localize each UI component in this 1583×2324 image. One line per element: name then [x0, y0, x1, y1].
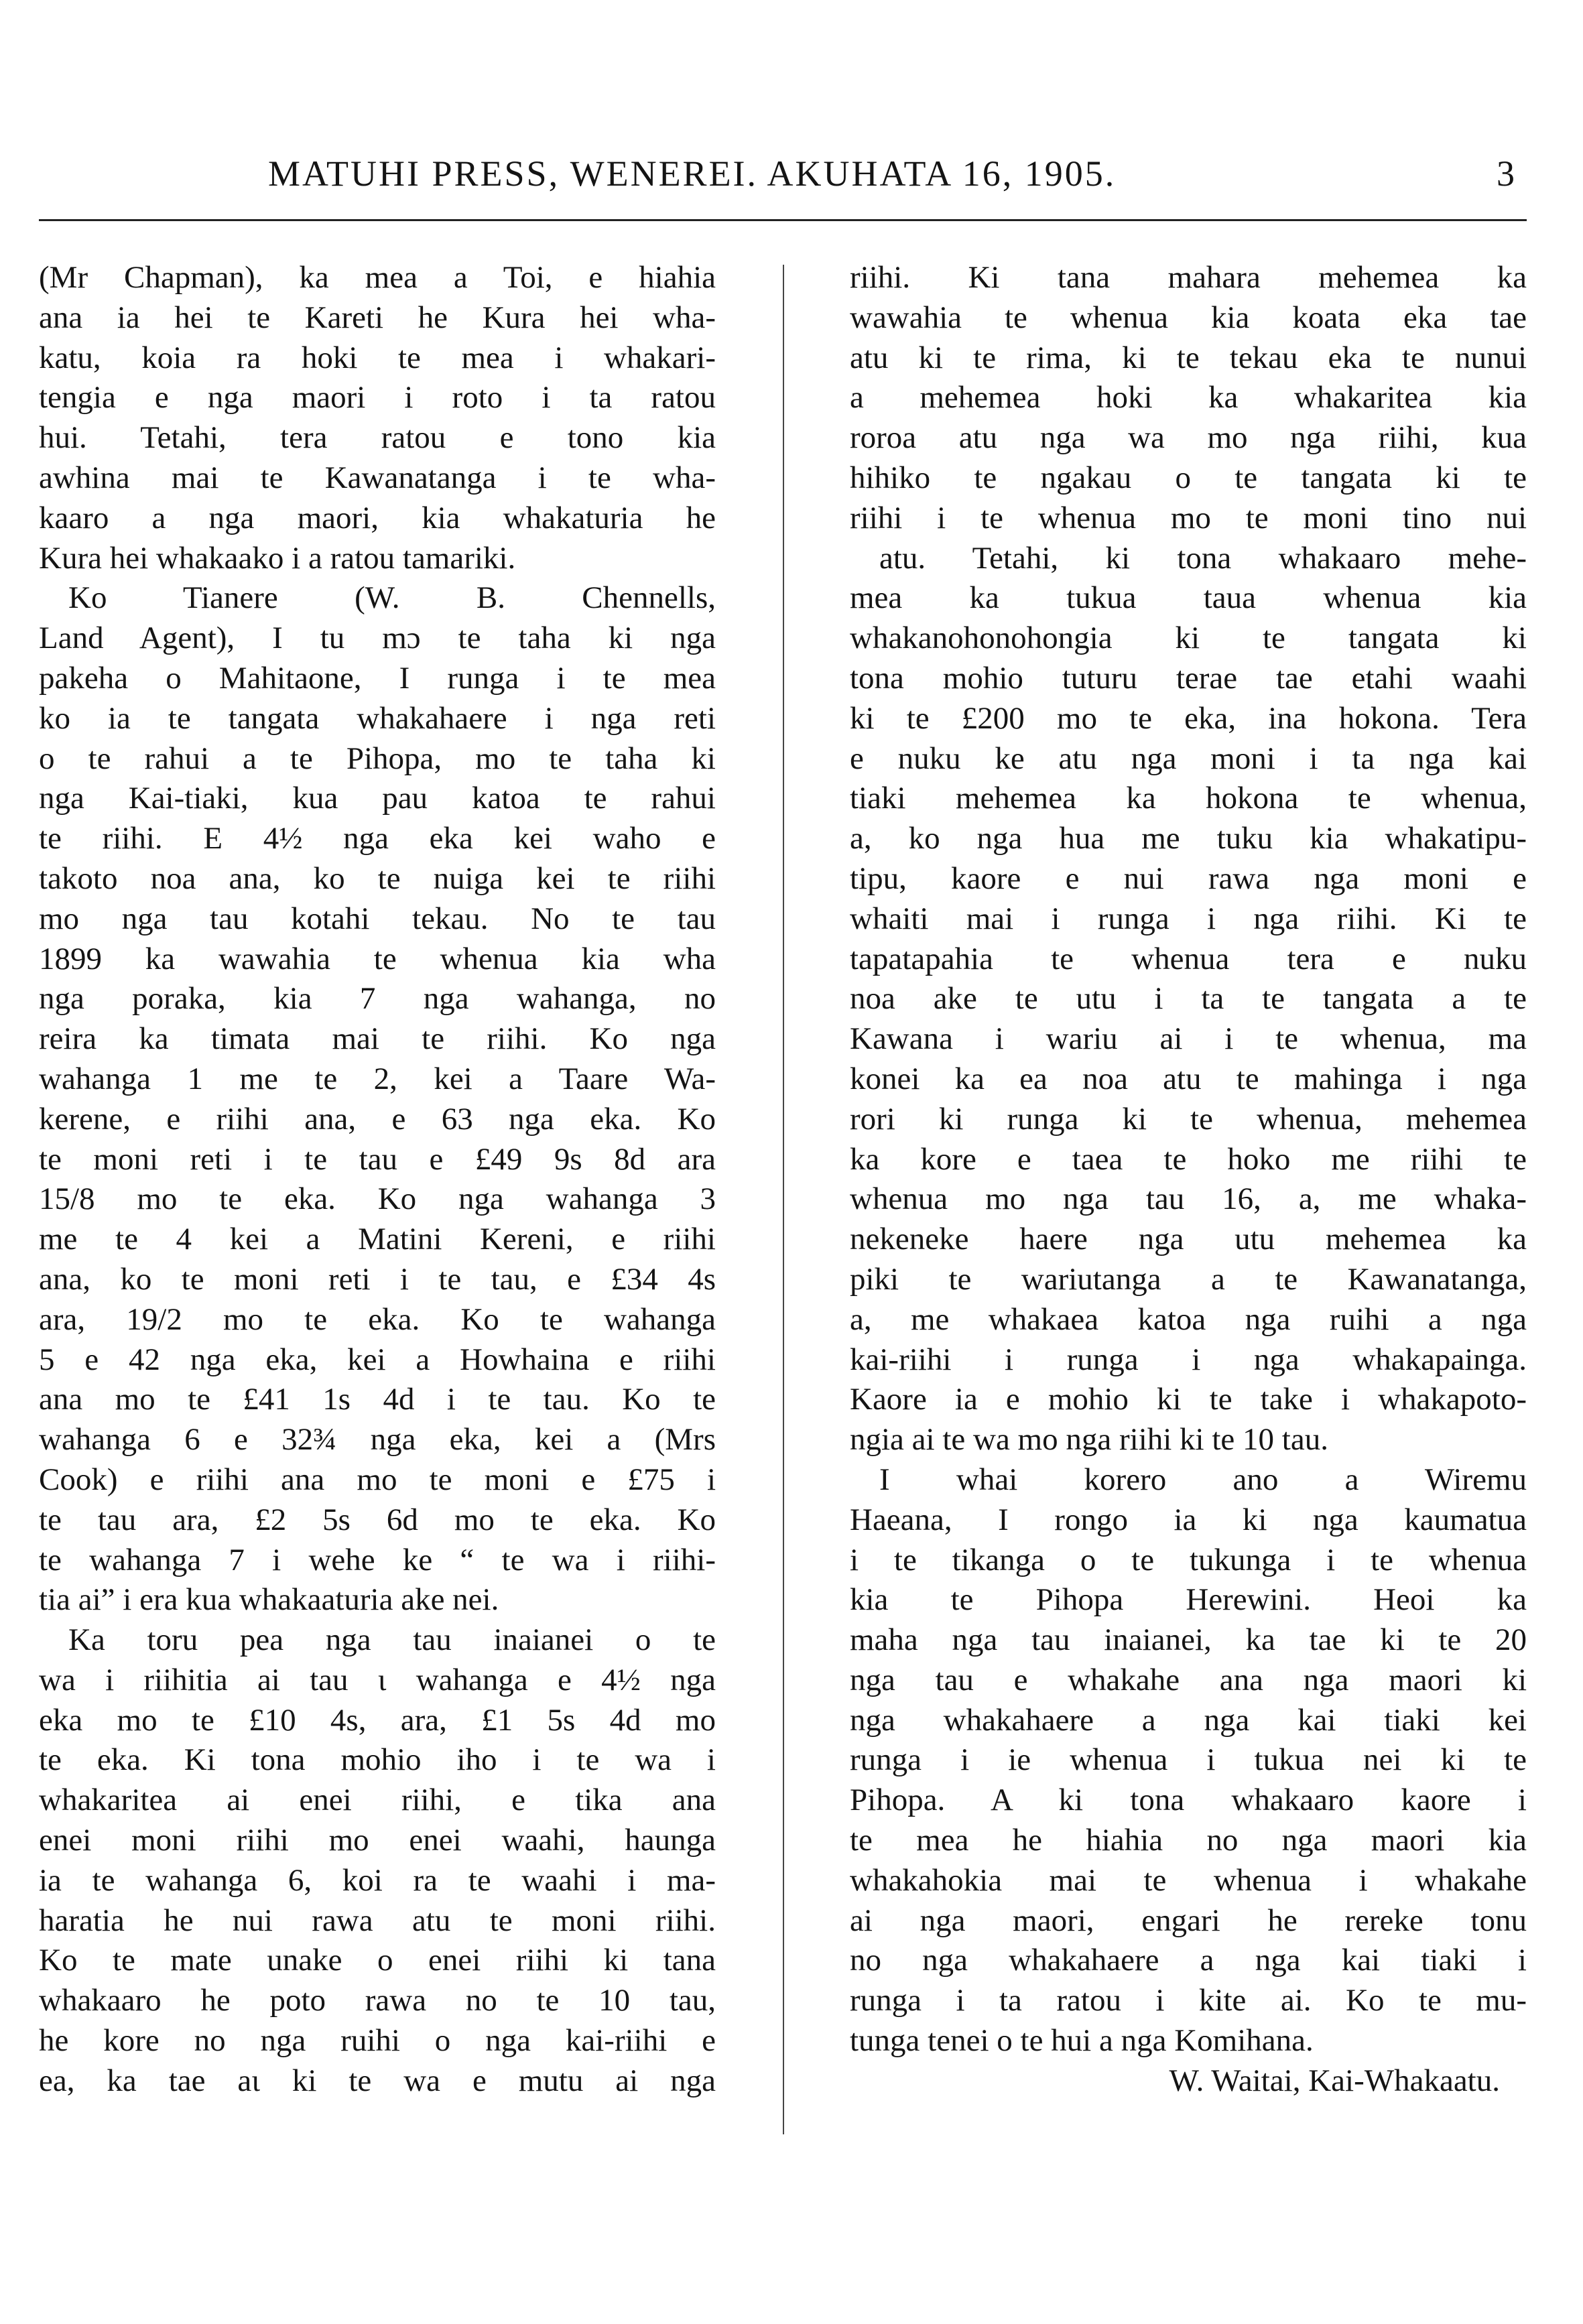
newspaper-header-title: MATUHI PRESS, WENEREI. AKUHATA 16, 1905. — [268, 153, 1117, 194]
text-line: kaaro a nga maori, kia whakaturia he — [39, 500, 716, 535]
text-line: ara, 19/2 mo te eka. Ko te wahanga — [39, 1301, 716, 1337]
text-line: whenua mo nga tau 16, a, me whaka- — [850, 1181, 1527, 1217]
text-line: ia te wahanga 6, koi ra te waahi i ma- — [39, 1862, 716, 1898]
text-line: (Mr Chapman), ka mea a Toi, e hiahia — [39, 260, 716, 295]
text-line: 1899 ka wawahia te whenua kia wha — [39, 941, 716, 976]
text-line: runga i ie whenua i tukua nei ki te — [850, 1742, 1527, 1778]
text-line: Kawana i wariu ai i te whenua, ma — [850, 1021, 1527, 1057]
text-line: runga i ta ratou i kite ai. Ko te mu- — [850, 1983, 1527, 2018]
text-line: wahanga 6 e 32¾ nga eka, kei a (Mrs — [39, 1422, 716, 1458]
text-line: e nuku ke atu nga moni i ta nga kai — [850, 740, 1527, 776]
text-line: konei ka ea noa atu te mahinga i nga — [850, 1061, 1527, 1096]
text-line: wahanga 1 me te 2, kei a Taare Wa- — [39, 1061, 716, 1096]
text-line: te wahanga 7 i wehe ke “ te wa i riihi- — [39, 1542, 716, 1577]
text-line: whakaritea ai enei riihi, e tika ana — [39, 1783, 716, 1818]
text-line: tunga tenei o te hui a nga Komihana. — [850, 2023, 1314, 2059]
text-line: Pihopa. A ki tona whakaaro kaore i — [850, 1783, 1527, 1818]
text-line: katu, koia ra hoki te mea i whakari- — [39, 340, 716, 375]
text-line: tipu, kaore e nui rawa nga moni e — [850, 860, 1527, 896]
text-line: riihi i te whenua mo te moni tino nui — [850, 500, 1527, 535]
text-line: kai-riihi i runga i nga whakapainga. — [850, 1342, 1527, 1377]
page-number: 3 — [1497, 153, 1515, 194]
text-line: ka kore e taea te hoko me riihi te — [850, 1141, 1527, 1177]
text-line: 5 e 42 nga eka, kei a Howhaina e riihi — [39, 1342, 716, 1377]
text-line: ko ia te tangata whakahaere i nga reti — [39, 700, 716, 736]
text-line: Kaore ia e mohio ki te take i whakapoto- — [850, 1382, 1527, 1417]
text-line: whaiti mai i runga i nga riihi. Ki te — [850, 901, 1527, 936]
text-line: nga tau e whakahe ana nga maori ki — [850, 1662, 1527, 1697]
text-line: whakahokia mai te whenua i whakahe — [850, 1862, 1527, 1898]
text-line: ngia ai te wa mo nga riihi ki te 10 tau. — [850, 1422, 1328, 1458]
text-line: maha nga tau inaianei, ka tae ki te 20 — [850, 1622, 1527, 1658]
text-line: eka mo te £10 4s, ara, £1 5s 4d mo — [39, 1702, 716, 1738]
signature-line: W. Waitai, Kai-Whakaatu. — [1169, 2063, 1500, 2098]
text-line: ea, ka tae aι ki te wa e mutu ai nga — [39, 2063, 716, 2098]
text-line: ana mo te £41 1s 4d i te tau. Ko te — [39, 1382, 716, 1417]
text-line: a, ko nga hua me tuku kia whakatipu- — [850, 821, 1527, 856]
text-line: nga whakahaere a nga kai tiaki kei — [850, 1702, 1527, 1738]
text-line: 15/8 mo te eka. Ko nga wahanga 3 — [39, 1181, 716, 1217]
text-line: tengia e nga maori i roto i ta ratou — [39, 380, 716, 415]
text-line: nga poraka, kia 7 nga wahanga, no — [39, 981, 716, 1017]
text-line: te moni reti i te tau e £49 9s 8d ara — [39, 1141, 716, 1177]
text-line: ana, ko te moni reti i te tau, e £34 4s — [39, 1261, 716, 1297]
left-column — [39, 258, 716, 2102]
text-line: reira ka timata mai te riihi. Ko nga — [39, 1021, 716, 1057]
text-line: I whai korero ano a Wiremu — [879, 1462, 1527, 1497]
text-line: he kore no nga ruihi o nga kai-riihi e — [39, 2023, 716, 2059]
text-line: te mea he hiahia no nga maori kia — [850, 1823, 1527, 1858]
text-line: wawahia te whenua kia koata eka tae — [850, 300, 1527, 335]
text-line: roroa atu nga wa mo nga riihi, kua — [850, 420, 1527, 456]
text-line: tiaki mehemea ka hokona te whenua, — [850, 781, 1527, 816]
text-line: nekeneke haere nga utu mehemea ka — [850, 1222, 1527, 1257]
text-line: pakeha o Mahitaone, I runga i te mea — [39, 660, 716, 696]
text-line: tapatapahia te whenua tera e nuku — [850, 941, 1527, 976]
text-line: tia ai” i era kua whakaaturia ake nei. — [39, 1582, 499, 1618]
text-line: te riihi. E 4½ nga eka kei waho e — [39, 821, 716, 856]
text-line: ai nga maori, engari he rereke tonu — [850, 1902, 1527, 1938]
page-header — [60, 153, 1521, 206]
text-line: riihi. Ki tana mahara mehemea ka — [850, 260, 1527, 295]
header-rule — [39, 219, 1527, 221]
text-line: haratia he nui rawa atu te moni riihi. — [39, 1902, 716, 1938]
text-line: no nga whakahaere a nga kai tiaki i — [850, 1943, 1527, 1978]
text-line: hihiko te ngakau o te tangata ki te — [850, 460, 1527, 495]
text-line: atu ki te rima, ki te tekau eka te nunui — [850, 340, 1527, 375]
text-line: a mehemea hoki ka whakaritea kia — [850, 380, 1527, 415]
text-line: ana ia hei te Kareti he Kura hei wha- — [39, 300, 716, 335]
text-line: ki te £200 mo te eka, ina hokona. Tera — [850, 700, 1527, 736]
right-column — [850, 258, 1527, 2102]
text-line: o te rahui a te Pihopa, mo te taha ki — [39, 740, 716, 776]
text-line: kia te Pihopa Herewini. Heoi ka — [850, 1582, 1527, 1618]
text-line: Cook) e riihi ana mo te moni e £75 i — [39, 1462, 716, 1497]
text-line: i te tikanga o te tukunga i te whenua — [850, 1542, 1527, 1577]
text-line: tona mohio tuturu terae tae etahi waahi — [850, 660, 1527, 696]
text-line: nga Kai-tiaki, kua pau katoa te rahui — [39, 781, 716, 816]
text-line: piki te wariutanga a te Kawanatanga, — [850, 1261, 1527, 1297]
text-line: Ko te mate unake o enei riihi ki tana — [39, 1943, 716, 1978]
text-line: hui. Tetahi, tera ratou e tono kia — [39, 420, 716, 456]
text-line: Ko Tianere (W. B. Chennells, — [68, 580, 716, 616]
text-line: mo nga tau kotahi tekau. No te tau — [39, 901, 716, 936]
text-line: noa ake te utu i ta te tangata a te — [850, 981, 1527, 1017]
text-line: Land Agent), I tu mɔ te taha ki nga — [39, 621, 716, 656]
text-line: a, me whakaea katoa nga ruihi a nga — [850, 1301, 1527, 1337]
text-line: atu. Tetahi, ki tona whakaaro mehe- — [879, 540, 1527, 576]
column-divider — [783, 265, 784, 2134]
text-line: kerene, e riihi ana, e 63 nga eka. Ko — [39, 1101, 716, 1137]
text-line: awhina mai te Kawanatanga i te wha- — [39, 460, 716, 495]
text-line: whakanohonohongia ki te tangata ki — [850, 621, 1527, 656]
text-line: takoto noa ana, ko te nuiga kei te riihi — [39, 860, 716, 896]
text-line: wa i riihitia ai tau ι wahanga e 4½ nga — [39, 1662, 716, 1697]
text-line: me te 4 kei a Matini Kereni, e riihi — [39, 1222, 716, 1257]
text-line: te eka. Ki tona mohio iho i te wa i — [39, 1742, 716, 1778]
text-line: whakaaro he poto rawa no te 10 tau, — [39, 1983, 716, 2018]
text-line: Ka toru pea nga tau inaianei o te — [68, 1622, 716, 1658]
text-line: te tau ara, £2 5s 6d mo te eka. Ko — [39, 1502, 716, 1537]
text-line: Kura hei whakaako i a ratou tamariki. — [39, 540, 516, 576]
text-line: rori ki runga ki te whenua, mehemea — [850, 1101, 1527, 1137]
text-line: mea ka tukua taua whenua kia — [850, 580, 1527, 616]
text-line: Haeana, I rongo ia ki nga kaumatua — [850, 1502, 1527, 1537]
text-line: enei moni riihi mo enei waahi, haunga — [39, 1823, 716, 1858]
